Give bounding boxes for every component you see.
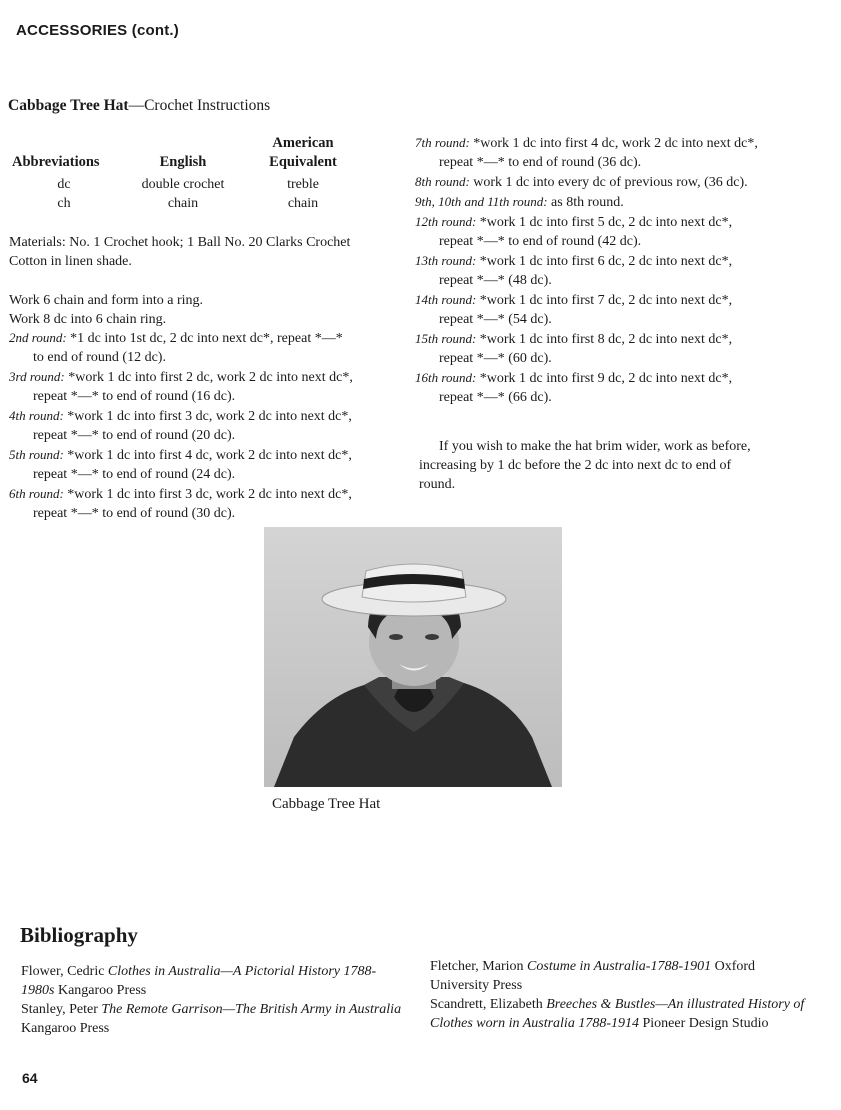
bibliography-entry (430, 957, 812, 995)
bib-title: The Remote Garrison—The British Army in Australia (101, 1002, 402, 1017)
section-title (8, 97, 270, 115)
brim-note: If you wish to make the hat brim wider, work as before, increasing by 1 dc before the 2 dc into next dc to end of round. (419, 439, 751, 492)
round-text: *work 1 dc into first 8 dc, 2 dc into next dc*, repeat *—* (60 dc). (439, 332, 733, 366)
english-cell: double crochet (141, 177, 225, 192)
round-instruction (415, 290, 765, 329)
round-text: *work 1 dc into first 3 dc, work 2 dc into next dc*, repeat *—* to end of round (30 dc). (33, 487, 352, 521)
bib-publisher: Kangaroo Press (21, 1021, 110, 1036)
bib-publisher: Kangaroo Press (54, 983, 147, 998)
bib-publisher: Oxford University Press (430, 959, 756, 993)
round-text: work 1 dc into every dc of previous row, (36 dc). (469, 175, 748, 190)
american-cell: treble (287, 177, 319, 192)
bibliography-entry (430, 995, 812, 1033)
bibliography-left (21, 962, 403, 1038)
round-label: 4th round: (9, 408, 64, 423)
round-text: as 8th round. (547, 195, 624, 210)
round-instruction (415, 251, 765, 290)
bib-title: Breeches & Bustles—An illustrated History of Clothes worn in Australia 1788-1914 (430, 997, 805, 1031)
round-instruction (9, 367, 357, 406)
american-cell: chain (287, 196, 319, 211)
round-label: 15th round: (415, 331, 477, 346)
english-cell: chain (167, 196, 199, 211)
rounds-right (415, 133, 765, 407)
page-number: 64 (22, 1070, 38, 1086)
round-instruction (415, 133, 765, 172)
round-instruction (9, 406, 357, 445)
bib-title: Clothes in Australia—A Pictorial History 1788-1980s (21, 964, 377, 998)
round-instruction (415, 368, 765, 407)
bib-author: Fletcher, Marion (430, 959, 528, 974)
bibliography-title: Bibliography (20, 923, 138, 947)
col-header-abbreviations: Abbreviations (12, 154, 100, 170)
cabbage-tree-hat-photo (264, 527, 562, 787)
abbr-cell: dc (57, 177, 71, 192)
bib-author: Flower, Cedric (21, 964, 108, 979)
round-text: *work 1 dc into first 4 dc, work 2 dc into next dc*, repeat *—* to end of round (24 dc). (33, 448, 352, 482)
abbreviations-table (12, 134, 356, 213)
section-title-rest: —Crochet Instructions (128, 97, 271, 114)
abbreviations-header-row (12, 134, 356, 175)
round-instruction (9, 484, 357, 523)
round-text: *work 1 dc into first 3 dc, work 2 dc into next dc*, repeat *—* to end of round (20 dc). (33, 409, 352, 443)
round-text: *1 dc into 1st dc, 2 dc into next dc*, repeat *—* to end of round (12 dc). (33, 331, 343, 365)
intro-block (9, 291, 369, 329)
rounds-left (9, 328, 357, 523)
round-label: 7th round: (415, 135, 470, 150)
round-instruction (415, 192, 765, 212)
round-text: *work 1 dc into first 2 dc, work 2 dc into next dc*, repeat *—* to end of round (16 dc). (33, 370, 353, 404)
round-instruction (415, 212, 765, 251)
round-text: *work 1 dc into first 4 dc, work 2 dc into next dc*, repeat *—* to end of round (36 dc). (439, 136, 758, 170)
col-header-american: American Equivalent (269, 135, 337, 170)
round-label: 12th round: (415, 214, 477, 229)
intro-line: Work 6 chain and form into a ring. (9, 293, 204, 308)
round-instruction (9, 445, 357, 484)
round-label: 8th round: (415, 174, 470, 189)
round-text: *work 1 dc into first 6 dc, 2 dc into next dc*, repeat *—* (48 dc). (439, 254, 733, 288)
bibliography-entry (21, 1000, 403, 1038)
round-label: 5th round: (9, 447, 64, 462)
photo-caption: Cabbage Tree Hat (272, 796, 381, 812)
bib-author: Scandrett, Elizabeth (430, 997, 547, 1012)
section-title-bold: Cabbage Tree Hat (8, 97, 129, 114)
col-header-english: English (159, 154, 207, 170)
round-text: *work 1 dc into first 5 dc, 2 dc into next dc*, repeat *—* to end of round (42 dc). (439, 215, 733, 249)
intro-line: Work 8 dc into 6 chain ring. (9, 312, 167, 327)
round-label: 16th round: (415, 370, 477, 385)
bib-publisher: Pioneer Design Studio (638, 1016, 769, 1031)
bibliography-right (430, 957, 812, 1033)
round-label: 14th round: (415, 292, 477, 307)
round-label: 13th round: (415, 253, 477, 268)
materials-text: Materials: No. 1 Crochet hook; 1 Ball No. 20 Clarks Crochet Cotton in linen shade. (9, 235, 351, 269)
bib-title: Costume in Australia-1788-1901 (527, 959, 712, 974)
abbr-cell: ch (57, 196, 71, 211)
bib-author: Stanley, Peter (21, 1002, 102, 1017)
table-row (12, 194, 356, 213)
round-instruction (9, 328, 357, 367)
round-label: 9th, 10th and 11th round: (415, 194, 548, 209)
round-label: 6th round: (9, 486, 64, 501)
round-instruction (415, 329, 765, 368)
round-instruction (415, 172, 765, 192)
round-text: *work 1 dc into first 7 dc, 2 dc into next dc*, repeat *—* (54 dc). (439, 293, 733, 327)
round-text: *work 1 dc into first 9 dc, 2 dc into next dc*, repeat *—* (66 dc). (439, 371, 733, 405)
page-header: ACCESSORIES (cont.) (16, 22, 179, 39)
round-label: 2nd round: (9, 330, 67, 345)
round-label: 3rd round: (9, 369, 65, 384)
table-row (12, 175, 356, 194)
bibliography-entry (21, 962, 403, 1000)
